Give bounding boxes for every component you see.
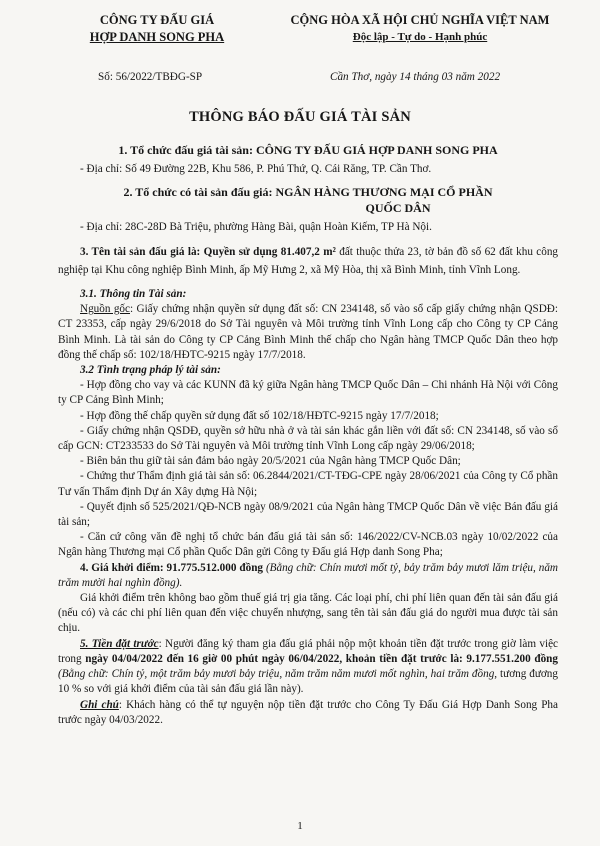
document-body: [58, 143, 558, 728]
section-3-1-heading: 3.1. Thông tin Tài sản:: [80, 288, 187, 301]
section-1-name: CÔNG TY ĐẤU GIÁ HỢP DANH SONG PHA: [255, 143, 498, 157]
company-header: [72, 12, 242, 46]
section-2-heading: [58, 185, 558, 200]
company-name-line2: HỢP DANH SONG PHA: [89, 30, 225, 44]
legal-item: - Giấy chứng nhận QSDĐ, quyền sở hữu nhà ở và tài sản khác gắn liền với đất số: CN 234148, số vào sổ cấp GCN: CT233533 do Sở Tài nguyên và Môi trường tỉnh Vĩnh Long cấp ngày 29/06/2018;: [58, 424, 558, 453]
legal-item: - Hợp đồng thế chấp quyền sử dụng đất số 102/18/HĐTC-9215 ngày 17/7/2018;: [80, 409, 439, 422]
section-1-heading: [58, 143, 558, 158]
legal-item: - Căn cứ công văn đề nghị tổ chức bán đấu giá tài sản số: 146/2022/CV-NCB.03 ngày 10/02/2022 của Ngân hàng Thương mại Cổ phần Quốc Dân gửi Công ty Đấu giá Hợp danh Song Pha;: [58, 531, 558, 559]
origin-text: : Giấy chứng nhận quyền sử dụng đất số: CN 234148, số vào sổ cấp giấy chứng nhận QSDĐ: CT 23353, cấp ngày 29/6/2018 do Sở Tài nguyên và Môi trường tỉnh Vĩnh Long cấp cho Công ty CP Cảng Bình Minh. Là tài sản do Công ty CP Cảng Bình Minh thế chấp cho Ngân hàng TMCP Quốc Dân theo hợp đồng thế chấp số: 102/18/HĐTC-9215 ngày 17/7/2018.: [58, 303, 558, 361]
deposit-period-amount: ngày 04/04/2022 đến 16 giờ 00 phút ngày 06/04/2022, khoản tiền đặt trước là: 9.177.551.200 đồng: [85, 652, 558, 665]
legal-item: - Biên bản thu giữ tài sản đảm bảo ngày 20/5/2021 của Ngân hàng TMCP Quốc Dân;: [80, 455, 461, 468]
section-3-label: 3. Tên tài sản đấu giá là:: [80, 246, 204, 259]
doc-number: Số: 56/2022/TBĐG-SP: [98, 71, 203, 83]
page-number: 1: [297, 820, 303, 832]
section-5-deposit: [58, 637, 558, 698]
national-title: CỘNG HÒA XÃ HỘI CHỦ NGHĨA VIỆT NAM: [290, 13, 550, 27]
legal-item: - Chứng thư Thẩm định giá tài sản số: 06.2844/2021/CT-TĐG-CPE ngày 28/06/2021 của Công ty Cổ phần Tư vấn Thẩm định Dự án Xây dựng Hà Nội;: [58, 470, 558, 498]
deposit-text: : Người đăng ký tham gia đấu giá phải nộp một khoản tiền đặt trước trong giờ làm việc trong: [58, 637, 558, 665]
national-motto: Độc lập - Tự do - Hạnh phúc: [352, 31, 488, 43]
deposit-percent-text: , tương đương 10 % so với giá khởi điểm của tài sản đấu giá lần này).: [58, 668, 558, 696]
origin-label: Nguồn gốc: [80, 303, 130, 316]
company-name-line1: CÔNG TY ĐẤU GIÁ: [99, 13, 215, 27]
section-4-price: [58, 561, 558, 591]
deposit-label: 5. Tiền đặt trước: [80, 637, 159, 650]
legal-item: - Hợp đồng cho vay và các KUNN đã ký giữa Ngân hàng TMCP Quốc Dân – Chi nhánh Hà Nội với Công ty CP Cảng Bình Minh;: [58, 379, 558, 407]
national-header: [255, 12, 585, 46]
section-3-paragraph: [58, 243, 558, 279]
note-label: Ghi chú: [80, 698, 119, 711]
section-3-asset: Quyền sử dụng 81.407,2 m²: [203, 246, 340, 259]
section-1-label: 1. Tổ chức đấu giá tài sản:: [118, 143, 256, 157]
section-2-address: - Địa chỉ: 28C-28D Bà Triệu, phường Hàng Bài, quận Hoàn Kiếm, TP Hà Nội.: [80, 220, 432, 233]
starting-price: 4. Giá khởi điểm: 91.775.512.000 đồng: [80, 561, 266, 574]
section-2-name-line1: NGÂN HÀNG THƯƠNG MẠI CỔ PHẦN: [275, 185, 493, 200]
starting-price-words: (Bằng chữ: Chín mươi mốt tỷ, bảy trăm bảy mươi lăm triệu, năm trăm mười hai nghìn đồng).: [58, 561, 558, 589]
note-paragraph: [58, 698, 558, 728]
section-1-address: - Địa chỉ: Số 49 Đường 22B, Khu 586, P. Phú Thứ, Q. Cái Răng, TP. Cần Thơ.: [80, 163, 432, 176]
legal-item: - Quyết định số 525/2021/QĐ-NCB ngày 08/9/2021 của Ngân hàng TMCP Quốc Dân về việc Bán đấu giá tài sản;: [58, 500, 558, 529]
section-4-note: Giá khởi điểm trên không bao gồm thuế giá trị gia tăng. Các loại phí, chi phí liên quan đến tài sản đấu giá (nếu có) và các chi phí liên quan đến việc chuyển nhượng, sang tên tài sản đấu giá do người mua được tài sản chịu.: [58, 592, 558, 635]
section-2-name-line2: QUỐC DÂN: [365, 200, 431, 215]
section-3-1-origin: [58, 302, 558, 363]
section-3-text: đất thuộc thửa 23, tờ bản đồ số 62 đất khu công nghiệp tại Khu công nghiệp Bình Minh, ấp Mỹ Hưng 2, xã Mỹ Hòa, thị xã Bình Minh, tỉnh Vĩnh Long.: [58, 246, 559, 277]
note-text: : Khách hàng có thể tự nguyện nộp tiền đặt trước cho Công Ty Đấu Giá Hợp Danh Song Pha trước ngày 04/03/2022.: [58, 698, 558, 726]
place-date: Cần Thơ, ngày 14 tháng 03 năm 2022: [330, 71, 501, 83]
deposit-words: (Bằng chữ: Chín tỷ, một trăm bảy mươi bảy triệu, năm trăm năm mươi mốt nghìn, hai trăm đồng: [58, 668, 495, 681]
section-2-label: 2. Tổ chức có tài sản đấu giá:: [123, 185, 276, 200]
section-3-2-heading: 3.2 Tình trạng pháp lý tài sản:: [80, 364, 221, 377]
page-title: THÔNG BÁO ĐẤU GIÁ TÀI SẢN: [189, 109, 411, 125]
